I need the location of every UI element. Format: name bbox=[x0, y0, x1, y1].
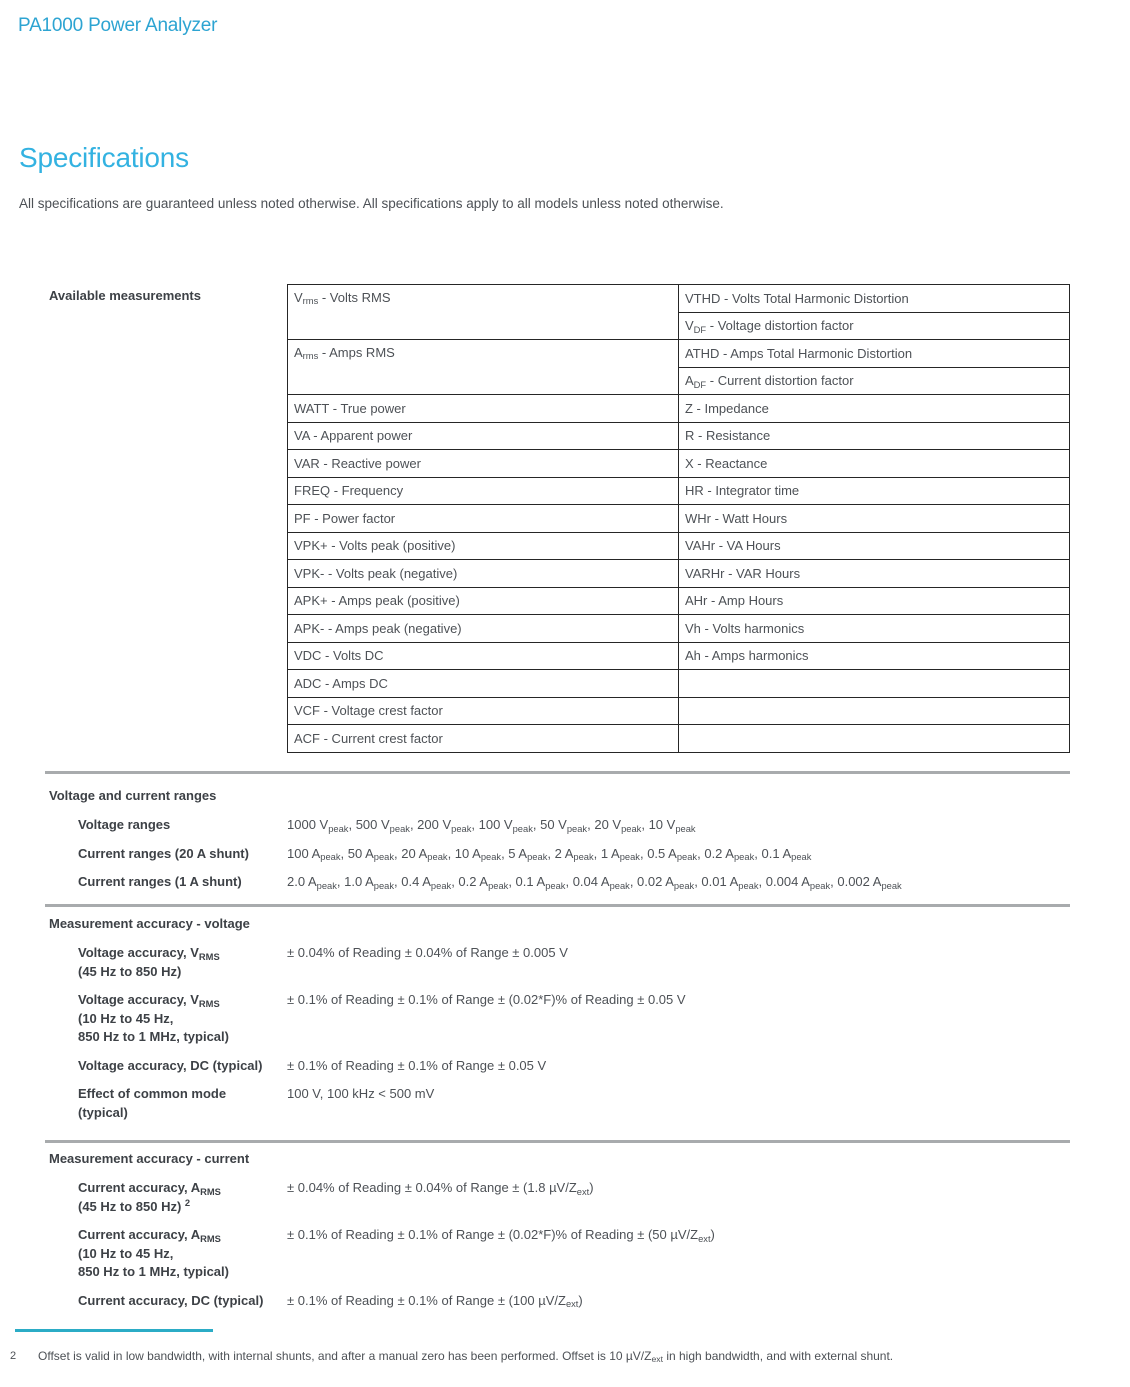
measurement-cell bbox=[679, 697, 1070, 725]
spec-row bbox=[49, 1179, 1069, 1216]
measurement-row bbox=[288, 725, 1070, 753]
section-divider bbox=[45, 771, 1070, 774]
measurement-row bbox=[288, 560, 1070, 588]
measurement-row bbox=[288, 670, 1070, 698]
measurement-cell: VCF - Voltage crest factor bbox=[288, 697, 679, 725]
spec-row bbox=[49, 1226, 1069, 1282]
measurement-cell: VARHr - VAR Hours bbox=[679, 560, 1070, 588]
section-title: Voltage and current ranges bbox=[49, 788, 217, 803]
measurement-cell: VAR - Reactive power bbox=[288, 450, 679, 478]
spec-label: Current ranges (20 A shunt) bbox=[78, 845, 249, 861]
spec-row bbox=[49, 816, 1069, 835]
measurement-cell: FREQ - Frequency bbox=[288, 477, 679, 505]
measurement-row bbox=[288, 477, 1070, 505]
measurement-row bbox=[288, 422, 1070, 450]
measurement-cell: Vh - Volts harmonics bbox=[679, 615, 1070, 643]
measurement-row bbox=[288, 587, 1070, 615]
measurement-row bbox=[288, 697, 1070, 725]
measurement-cell: Ah - Amps harmonics bbox=[679, 642, 1070, 670]
measurement-cell: HR - Integrator time bbox=[679, 477, 1070, 505]
measurement-cell: Z - Impedance bbox=[679, 395, 1070, 423]
measurement-cell: APK- - Amps peak (negative) bbox=[288, 615, 679, 643]
measurement-cell: WATT - True power bbox=[288, 395, 679, 423]
section-divider bbox=[45, 904, 1070, 907]
footnote-marker: 2 bbox=[10, 1350, 17, 1362]
measurement-cell: VPK- - Volts peak (negative) bbox=[288, 560, 679, 588]
measurement-cell: $A_{DF}$ - Current distortion factor bbox=[679, 367, 1070, 395]
spec-label: Voltage ranges bbox=[78, 817, 171, 832]
spec-row bbox=[49, 944, 1069, 981]
spec-label: Voltage accuracy, DC (typical) bbox=[78, 1057, 263, 1073]
measurement-row bbox=[288, 450, 1070, 478]
spec-row bbox=[49, 1292, 1069, 1311]
measurement-cell bbox=[679, 670, 1070, 698]
measurement-cell: PF - Power factor bbox=[288, 505, 679, 533]
measurement-cell: APK+ - Amps peak (positive) bbox=[288, 587, 679, 615]
measurements-table bbox=[287, 284, 1070, 753]
section-voltage-current-ranges bbox=[49, 788, 1069, 902]
spec-value: ± 0.1% of Reading ± 0.1% of Range ± (100 $\mu V/Z_{ext}$) bbox=[287, 1292, 583, 1310]
measurement-cell: WHr - Watt Hours bbox=[679, 505, 1070, 533]
measurement-cell: $V_{DF}$ - Voltage distortion factor bbox=[679, 312, 1070, 340]
spec-row bbox=[49, 1085, 1069, 1122]
page-heading: Specifications bbox=[19, 142, 189, 173]
measurement-cell: VTHD - Volts Total Harmonic Distortion bbox=[679, 285, 1070, 313]
footnote-text: Offset is valid in low bandwidth, with internal shunts, and after a manual zero has been performed. Offset is 10 $\mu V/Z_{ext}$ in high bandwidth, and with external shunt. bbox=[38, 1349, 894, 1365]
measurement-row bbox=[288, 395, 1070, 423]
spec-value: 100 $A_{peak}$, 50 $A_{peak}$, 20 $A_{peak}$, 10 $A_{peak}$, 5 $A_{peak}$, 2 $A_{peak}$, 1 $A_{peak}$, 0.5 $A_{peak}$, 0.2 $A_{peak}$, 0.1 $A_{peak}$ bbox=[287, 845, 812, 863]
intro-text: All specifications are guaranteed unless noted otherwise. All specifications apply to all models unless noted otherwise. bbox=[19, 196, 724, 211]
spec-label: Voltage accuracy, $V_{RMS}$ (10 Hz to 45 Hz, 850 Hz to 1 MHz, typical) bbox=[78, 992, 229, 1044]
spec-row bbox=[49, 1057, 1069, 1076]
footnote-rule bbox=[15, 1329, 213, 1332]
measurement-row bbox=[288, 615, 1070, 643]
measurement-cell: R - Resistance bbox=[679, 422, 1070, 450]
measurement-cell: ADC - Amps DC bbox=[288, 670, 679, 698]
spec-row bbox=[49, 991, 1069, 1047]
spec-label: Current accuracy, $A_{RMS}$ (45 Hz to 850 Hz) $^2$ bbox=[78, 1180, 221, 1214]
spec-row bbox=[49, 873, 1069, 892]
available-measurements-label: Available measurements bbox=[49, 288, 201, 303]
measurement-cell: $V_{rms}$ - Volts RMS bbox=[288, 285, 679, 340]
spec-value: ± 0.1% of Reading ± 0.1% of Range ± (0.02*F)% of Reading ± 0.05 V bbox=[287, 992, 686, 1007]
measurements-table-body bbox=[288, 285, 1070, 753]
spec-label: Current accuracy, DC (typical) bbox=[78, 1292, 264, 1308]
section-title: Measurement accuracy - current bbox=[49, 1151, 250, 1166]
spec-value: ± 0.04% of Reading ± 0.04% of Range ± (1.8 $\mu V/Z_{ext}$) bbox=[287, 1180, 594, 1197]
measurement-row bbox=[288, 505, 1070, 533]
measurement-cell bbox=[679, 725, 1070, 753]
spec-value: 100 V, 100 kHz < 500 mV bbox=[287, 1086, 435, 1101]
section-divider bbox=[45, 1140, 1070, 1143]
measurement-row bbox=[288, 532, 1070, 560]
measurement-cell: X - Reactance bbox=[679, 450, 1070, 478]
measurement-row bbox=[288, 285, 1070, 313]
spec-row bbox=[49, 845, 1069, 864]
measurement-cell: $A_{rms}$ - Amps RMS bbox=[288, 340, 679, 395]
measurement-cell: AHr - Amp Hours bbox=[679, 587, 1070, 615]
spec-label: Effect of common mode (typical) bbox=[78, 1086, 227, 1120]
footnote bbox=[10, 1349, 1110, 1363]
spec-value: 2.0 $A_{peak}$, 1.0 $A_{peak}$, 0.4 $A_{peak}$, 0.2 $A_{peak}$, 0.1 $A_{peak}$, 0.04 $A_{peak}$, 0.02 $A_{peak}$, 0.01 $A_{peak}$, 0.004 $A_{peak}$, 0.002 $A_{peak}$ bbox=[287, 874, 902, 891]
measurement-cell: VDC - Volts DC bbox=[288, 642, 679, 670]
spec-value: 1000 $V_{peak}$, 500 $V_{peak}$, 200 $V_{peak}$, 100 $V_{peak}$, 50 $V_{peak}$, 20 $V_{peak}$, 10 $V_{peak}$ bbox=[287, 817, 696, 834]
spec-label: Current ranges (1 A shunt) bbox=[78, 874, 242, 889]
spec-value: ± 0.1% of Reading ± 0.1% of Range ± 0.05 V bbox=[287, 1057, 547, 1073]
spec-label: Voltage accuracy, $V_{RMS}$ (45 Hz to 850 Hz) bbox=[78, 945, 220, 979]
measurement-cell: VPK+ - Volts peak (positive) bbox=[288, 532, 679, 560]
spec-value: ± 0.04% of Reading ± 0.04% of Range ± 0.005 V bbox=[287, 945, 568, 960]
measurement-cell: ATHD - Amps Total Harmonic Distortion bbox=[679, 340, 1070, 368]
document-title: PA1000 Power Analyzer bbox=[18, 15, 218, 36]
section-title: Measurement accuracy - voltage bbox=[49, 916, 250, 931]
measurement-row bbox=[288, 642, 1070, 670]
spec-value: ± 0.1% of Reading ± 0.1% of Range ± (0.02*F)% of Reading ± (50 $\mu V/Z_{ext}$) bbox=[287, 1227, 715, 1244]
measurement-row bbox=[288, 340, 1070, 368]
spec-label: Current accuracy, $A_{RMS}$ (10 Hz to 45 Hz, 850 Hz to 1 MHz, typical) bbox=[78, 1227, 229, 1279]
measurement-cell: ACF - Current crest factor bbox=[288, 725, 679, 753]
measurement-cell: VA - Apparent power bbox=[288, 422, 679, 450]
section-accuracy-voltage bbox=[49, 916, 1069, 1132]
measurement-cell: VAHr - VA Hours bbox=[679, 532, 1070, 560]
section-accuracy-current bbox=[49, 1151, 1069, 1320]
